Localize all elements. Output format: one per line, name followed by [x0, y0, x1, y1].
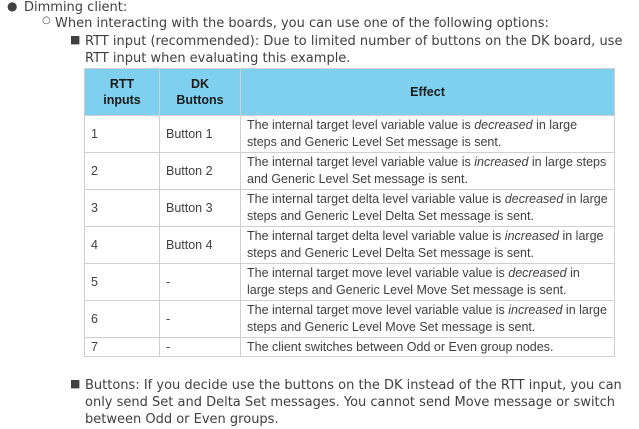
table-row: [85, 338, 615, 357]
list-item-rtt-input: RTT input (recommended): Due to limited number of buttons on the DK board, use RTT input when evaluating this example.: [85, 34, 623, 66]
bullet-square-icon: ■: [70, 377, 81, 390]
cell-rtt-input: 7: [85, 338, 160, 357]
effect-emphasis: increased: [508, 303, 563, 317]
effect-text: in large steps and Generic Level Set message is sent.: [247, 118, 578, 149]
table-row: [85, 116, 615, 153]
cell-dk-button: -: [160, 338, 241, 357]
cell-dk-button: Button 2: [160, 153, 241, 190]
cell-rtt-input: 2: [85, 153, 160, 190]
cell-dk-button: Button 4: [160, 227, 241, 264]
cell-effect: [241, 190, 615, 227]
table-row: [85, 190, 615, 227]
cell-effect: [241, 116, 615, 153]
cell-dk-button: Button 1: [160, 116, 241, 153]
list-item-options: When interacting with the boards, you can use one of the following options:: [55, 16, 549, 31]
header-rtt-line1: RTT: [109, 77, 135, 91]
cell-dk-button: -: [160, 264, 241, 301]
effect-text: The internal target move level variable value is: [247, 266, 509, 280]
effect-emphasis: increased: [474, 155, 529, 169]
cell-rtt-input: 1: [85, 116, 160, 153]
table-row: [85, 264, 615, 301]
effect-text: in large steps and Generic Level Set message is sent.: [247, 155, 607, 186]
header-dk-line2: Buttons: [176, 93, 224, 107]
cell-effect: [241, 153, 615, 190]
table-row: [85, 301, 615, 338]
effect-text: The client switches between Odd or Even group nodes.: [247, 339, 554, 354]
cell-effect: [241, 264, 615, 301]
cell-effect: [241, 301, 615, 338]
cell-rtt-input: 3: [85, 190, 160, 227]
effect-text: The internal target delta level variable value is: [247, 229, 505, 243]
cell-effect: [241, 338, 615, 357]
cell-dk-button: -: [160, 301, 241, 338]
effect-emphasis: decreased: [508, 266, 567, 280]
table-header-row: [85, 69, 615, 116]
effect-emphasis: decreased: [504, 192, 564, 206]
table-row: [85, 153, 615, 190]
effect-text: in large steps and Generic Level Delta Set message is sent.: [247, 229, 604, 260]
cell-rtt-input: 5: [85, 264, 160, 301]
header-dk-buttons: [160, 69, 241, 116]
options-table: [84, 68, 615, 357]
header-effect: Effect: [241, 69, 615, 116]
header-dk-line1: DK: [190, 77, 210, 91]
effect-text: in large steps and Generic Level Move Set message is sent.: [247, 266, 580, 297]
cell-rtt-input: 4: [85, 227, 160, 264]
effect-emphasis: increased: [504, 229, 559, 243]
cell-effect: [241, 227, 615, 264]
bullet-circle-icon: ○: [42, 15, 51, 26]
effect-text: The internal target level variable value is: [247, 155, 475, 169]
effect-text: in large steps and Generic Level Move Set message is sent.: [247, 303, 607, 334]
bullet-square-icon: ■: [70, 33, 81, 46]
list-item-dimming-client: Dimming client:: [24, 0, 128, 15]
effect-text: The internal target delta level variable value is: [247, 192, 505, 206]
table-row: [85, 227, 615, 264]
effect-text: in large steps and Generic Level Delta Set message is sent.: [247, 192, 608, 223]
effect-text: The internal target level variable value is: [247, 118, 475, 132]
cell-dk-button: Button 3: [160, 190, 241, 227]
cell-rtt-input: 6: [85, 301, 160, 338]
effect-emphasis: decreased: [474, 118, 533, 132]
header-rtt-line2: inputs: [103, 93, 141, 107]
header-rtt-inputs: [85, 69, 160, 116]
effect-text: The internal target move level variable value is: [247, 303, 509, 317]
bullet-disc-icon: ●: [7, 0, 18, 13]
list-item-buttons: Buttons: If you decide use the buttons on the DK instead of the RTT input, you can only send Set and Delta Set messages. You cannot send Move message or switch between Odd or Even groups.: [85, 378, 622, 427]
